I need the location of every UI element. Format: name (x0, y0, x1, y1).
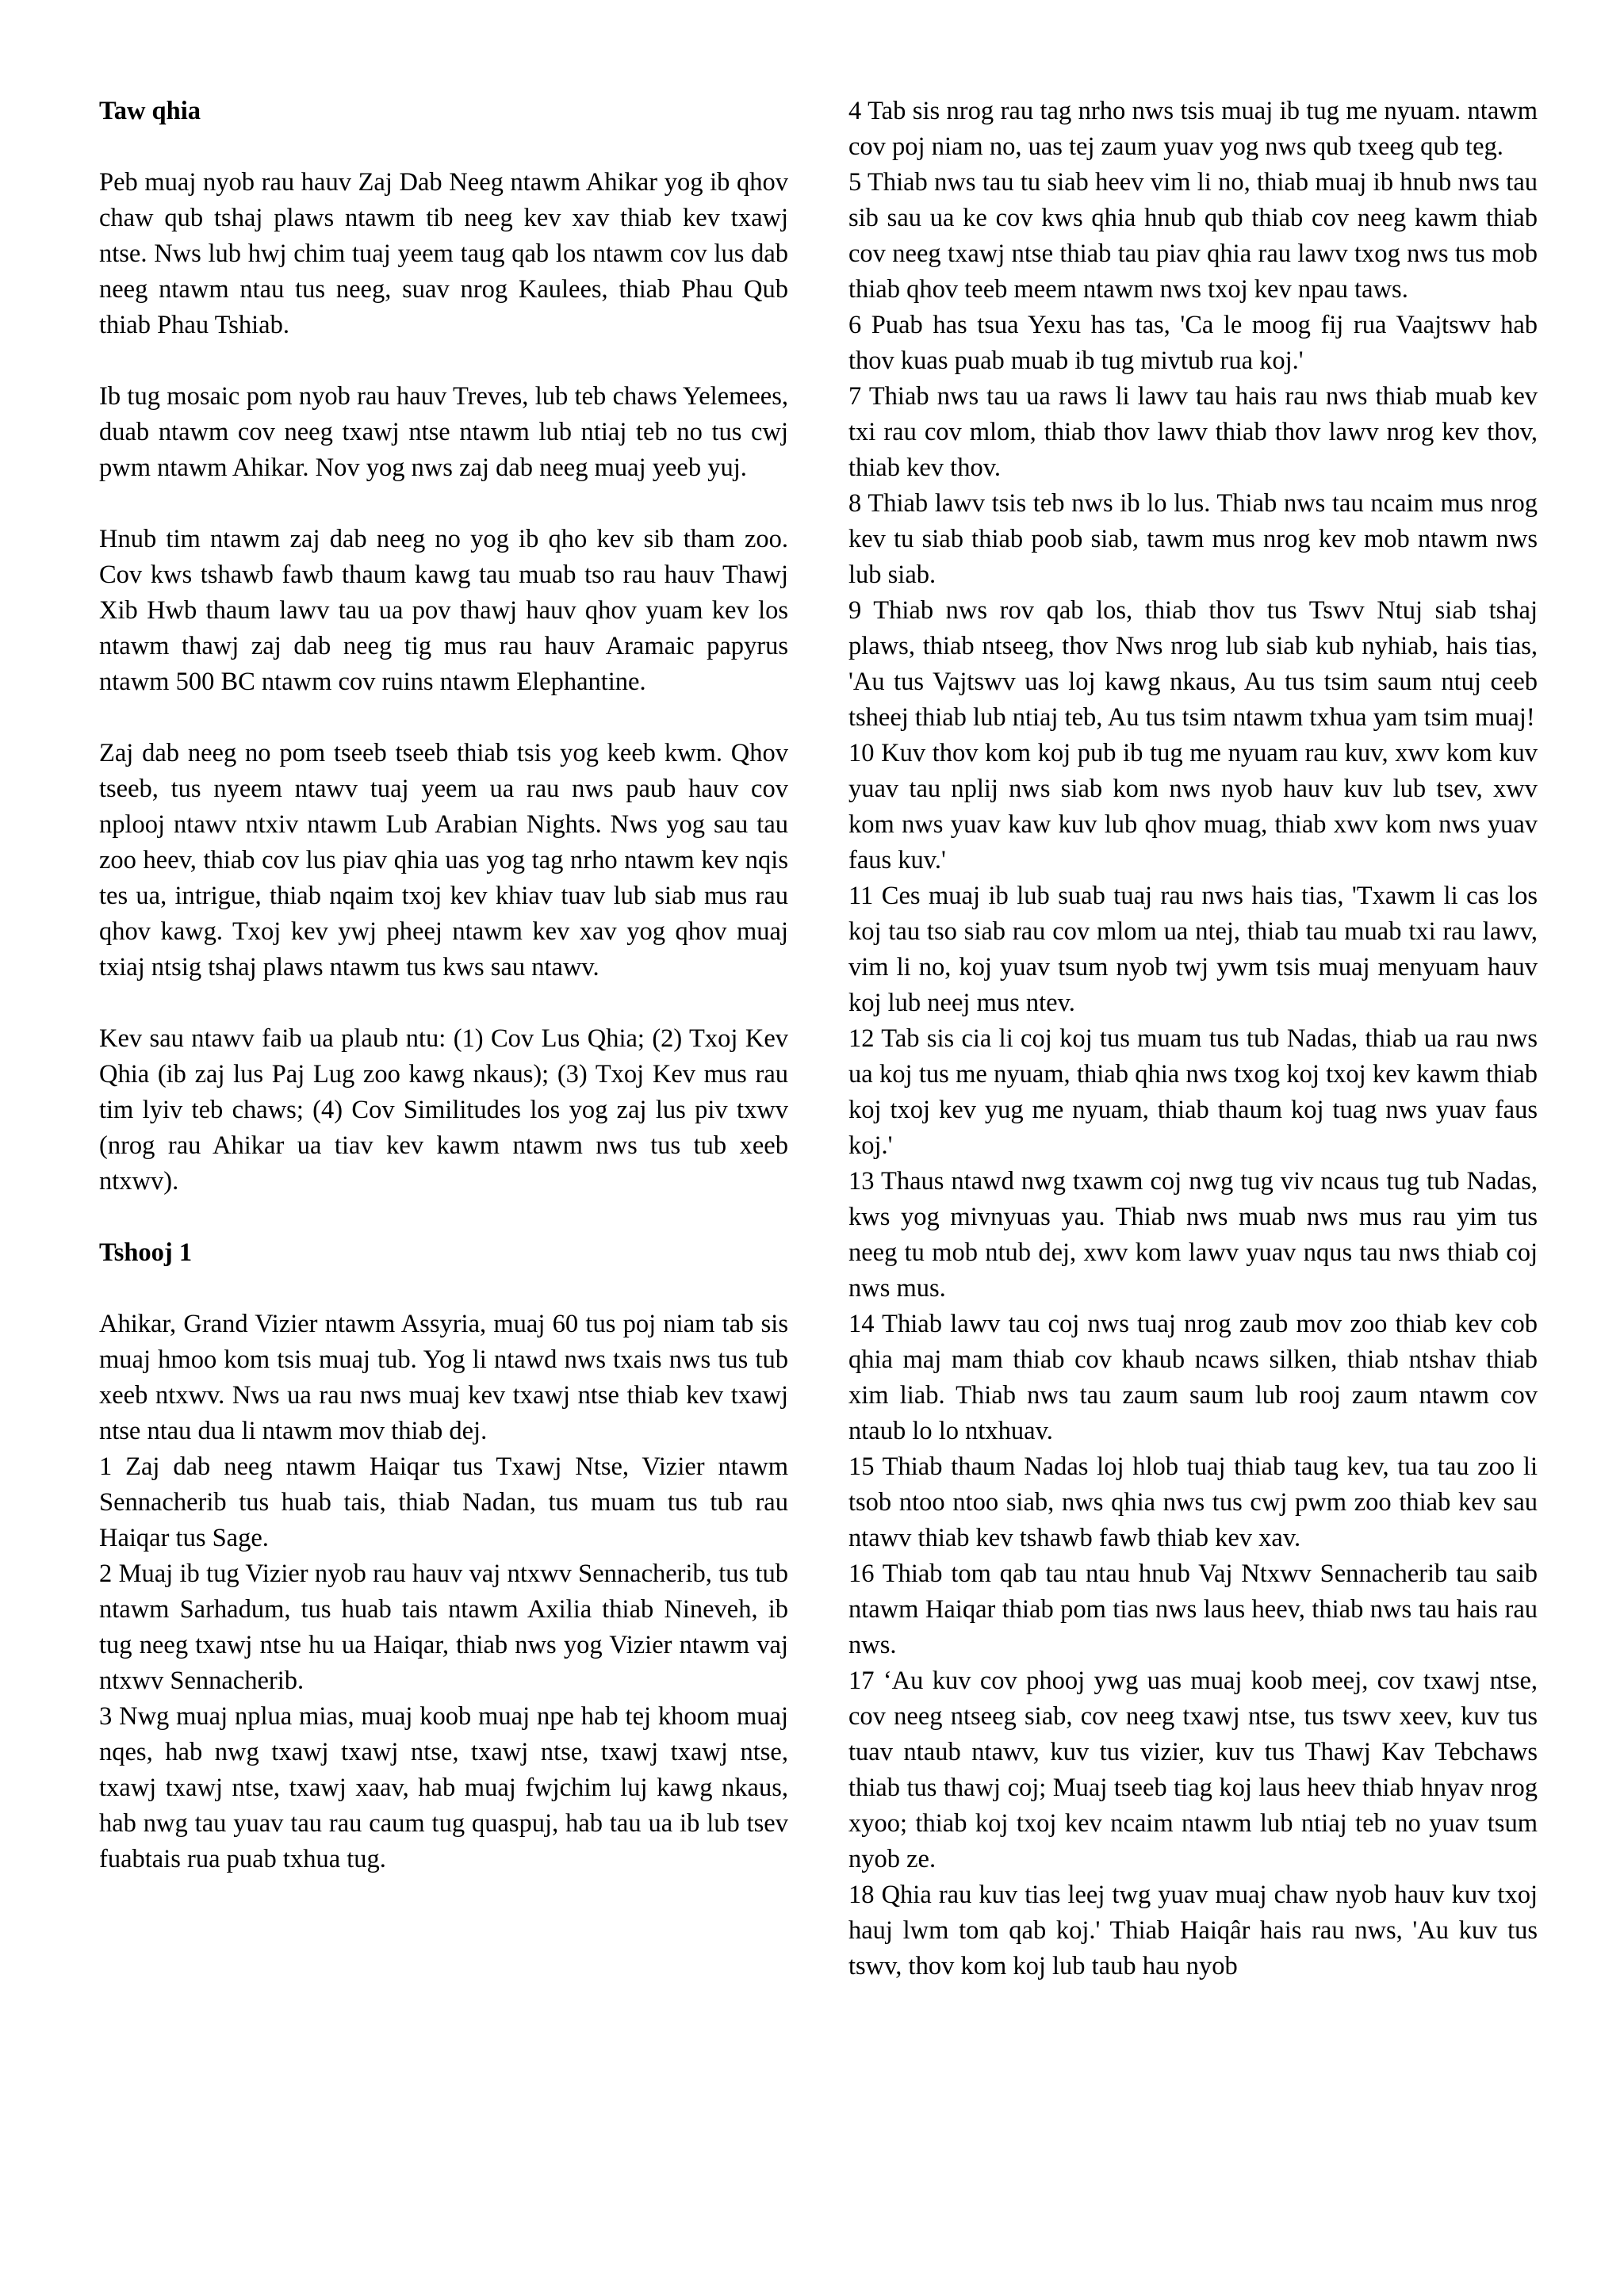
chapter-heading: Tshooj 1 (99, 1238, 193, 1267)
verse: 2 Muaj ib tug Vizier nyob rau hauv vaj ntxwv Sennacherib, tus tub ntawm Sarhadum, tus huab tais ntawm Axilia thiab Nineveh, ib tug neeg txawj ntse hu ua Haiqar, thiab nws yog Vizier ntawm vaj ntxwv Sennacherib. (99, 1559, 788, 1695)
intro-heading: Taw qhia (99, 97, 201, 125)
verse: 3 Nwg muaj nplua mias, muaj koob muaj npe hab tej khoom muaj nqes, hab nwg txawj txawj ntse, txawj ntse, txawj txawj ntse, txawj txawj ntse, txawj xaav, hab muaj fwjchim luj kawg nkaus, hab nwg tau yuav tau rau caum tug quaspuj, hab tau ua ib lub tsev fuabtais rua puab txhua tug. (99, 1702, 788, 1873)
intro-paragraph: Kev sau ntawv faib ua plaub ntu: (1) Cov Lus Qhia; (2) Txoj Kev Qhia (ib zaj lus Paj Lug zoo kawg nkaus); (3) Txoj Kev mus rau tim lyiv teb chaws; (4) Cov Similitudes los yog zaj lus piv txwv (nrog rau Ahikar ua tiav kev kawm ntawm nws tus tub xeeb ntxwv). (99, 1024, 788, 1196)
verse: 17 ‘Au kuv cov phooj ywg uas muaj koob meej, cov txawj ntse, cov neeg ntseeg siab, cov neeg txawj ntse, tus tswv xeev, kuv tus tuav ntaub ntawv, kuv tus vizier, kuv tus Thawj Kav Tebchaws thiab tus thawj coj; Muaj tseeb tiag koj laus heev thiab hnyav nrog xyoo; thiab koj txoj kev ncaim ntawm lub ntiaj teb no yuav tsum nyob ze. (848, 1667, 1538, 1873)
verse: 4 Tab sis nrog rau tag nrho nws tsis muaj ib tug me nyuam. ntawm cov poj niam no, uas tej zaum yuav yog nws qub txeeg qub teg. (848, 97, 1538, 161)
verse: 16 Thiab tom qab tau ntau hnub Vaj Ntxwv Sennacherib tau saib ntawm Haiqar thiab pom tias nws laus heev, thiab nws tau hais rau nws. (848, 1559, 1538, 1659)
verse: 5 Thiab nws tau tu siab heev vim li no, thiab muaj ib hnub nws tau sib sau ua ke cov kws qhia hnub qub thiab cov neeg kawm thiab cov neeg txawj ntse thiab tau piav qhia rau lawv txog nws tus mob thiab qhov teeb meem ntawm nws txoj kev npau taws. (848, 168, 1538, 304)
verse: 9 Thiab nws rov qab los, thiab thov tus Tswv Ntuj siab tshaj plaws, thiab ntseeg, thov Nws nrog lub siab kub nyhiab, hais tias, 'Au tus Vajtswv uas loj kawg nkaus, Au tus tsim saum ntuj ceeb tsheej thiab lub ntiaj teb, Au tus tsim ntawm txhua yam tsim muaj! (848, 596, 1538, 732)
intro-paragraph: Hnub tim ntawm zaj dab neeg no yog ib qho kev sib tham zoo. Cov kws tshawb fawb thaum kawg tau muab tso rau hauv Thawj Xib Hwb thaum lawv tau ua pov thawj hauv qhov yuam kev los ntawm thawj zaj dab neeg tig mus rau hauv Aramaic papyrus ntawm 500 BC ntawm cov ruins ntawm Elephantine. (99, 525, 788, 696)
verse: 15 Thiab thaum Nadas loj hlob tuaj thiab taug kev, tua tau zoo li tsob ntoo ntoo siab, nws qhia nws tus cwj pwm zoo thiab kev sau ntawv thiab kev tshawb fawb thiab kev xav. (848, 1452, 1538, 1552)
verse: 12 Tab sis cia li coj koj tus muam tus tub Nadas, thiab ua rau nws ua koj tus me nyuam, thiab qhia nws txog koj txoj kev kawm thiab koj txoj kev yug me nyuam, thiab thaum koj tuag nws yuav faus koj.' (848, 1024, 1538, 1160)
left-column (99, 94, 788, 1877)
verse: 10 Kuv thov kom koj pub ib tug me nyuam rau kuv, xwv kom kuv yuav tau nplij nws siab kom nws nyob hauv kuv lub tsev, xwv kom nws yuav kaw kuv lub qhov muag, thiab xwv kom nws yuav faus kuv.' (848, 739, 1538, 874)
verse: 13 Thaus ntawd nwg txawm coj nwg tug viv ncaus tug tub Nadas, kws yog mivnyuas yau. Thiab nws muab nws mus rau yim tus neeg tu mob ntub dej, xwv kom lawv yuav nqus tau nws thiab coj nws mus. (848, 1167, 1538, 1303)
verse: 6 Puab has tsua Yexu has tas, 'Ca le moog fij rua Vaajtswv hab thov kuas puab muab ib tug mivtub rua koj.' (848, 311, 1538, 375)
chapter-summary: Ahikar, Grand Vizier ntawm Assyria, muaj 60 tus poj niam tab sis muaj hmoo kom tsis muaj tub. Yog li ntawd nws txais nws tus tub xeeb ntxwv. Nws ua rau nws muaj kev txawj ntse thiab kev txawj ntse ntau dua li ntawm mov thiab dej. (99, 1310, 788, 1445)
verse: 18 Qhia rau kuv tias leej twg yuav muaj chaw nyob hauv kuv txoj hauj lwm tom qab koj.' Thiab Haiqâr hais rau nws, 'Au kuv tus tswv, thov kom koj lub taub hau nyob (848, 1881, 1538, 1980)
right-column (848, 94, 1538, 1984)
verse: 1 Zaj dab neeg ntawm Haiqar tus Txawj Ntse, Vizier ntawm Sennacherib tus huab tais, thiab Nadan, tus muam tus tub rau Haiqar tus Sage. (99, 1452, 788, 1552)
verse: 8 Thiab lawv tsis teb nws ib lo lus. Thiab nws tau ncaim mus nrog kev tu siab thiab poob siab, tawm mus nrog kev mob ntawm nws lub siab. (848, 489, 1538, 589)
intro-paragraph: Ib tug mosaic pom nyob rau hauv Treves, lub teb chaws Yelemees, duab ntawm cov neeg txawj ntse ntawm lub ntiaj teb no tus cwj pwm ntawm Ahikar. Nov yog nws zaj dab neeg muaj yeeb yuj. (99, 382, 788, 482)
verse: 11 Ces muaj ib lub suab tuaj rau nws hais tias, 'Txawm li cas los koj tau tso siab rau cov mlom ua ntej, thiab tau muab txi rau lawv, vim li no, koj yuav tsum nyob twj ywm tsis muaj menyuam hauv koj lub neej mus ntev. (848, 882, 1538, 1017)
verse: 14 Thiab lawv tau coj nws tuaj nrog zaub mov zoo thiab kev cob qhia maj mam thiab cov khaub ncaws silken, thiab ntshav thiab xim liab. Thiab nws tau zaum saum lub rooj zaum ntawm cov ntaub lo lo ntxhuav. (848, 1310, 1538, 1445)
intro-paragraph: Zaj dab neeg no pom tseeb tseeb thiab tsis yog keeb kwm. Qhov tseeb, tus nyeem ntawv tuaj yeem ua rau nws paub hauv cov nplooj ntawv ntxiv ntawm Lub Arabian Nights. Nws yog sau tau zoo heev, thiab cov lus piav qhia uas yog tag nrho ntawm kev nqis tes ua, intrigue, thiab nqaim txoj kev khiav tuav lub siab mus rau qhov kawg. Txoj kev ywj pheej ntawm kev xav yog qhov muaj txiaj ntsig tshaj plaws ntawm tus kws sau ntawv. (99, 739, 788, 982)
verse: 7 Thiab nws tau ua raws li lawv tau hais rau nws thiab muab kev txi rau cov mlom, thiab thov lawv thiab thov lawv nrog kev thov, thiab kev thov. (848, 382, 1538, 482)
intro-paragraph: Peb muaj nyob rau hauv Zaj Dab Neeg ntawm Ahikar yog ib qhov chaw qub tshaj plaws ntawm tib neeg kev xav thiab kev txawj ntse. Nws lub hwj chim tuaj yeem taug qab los ntawm cov lus dab neeg ntawm ntau tus neeg, suav nrog Kaulees, thiab Phau Qub thiab Phau Tshiab. (99, 168, 788, 339)
